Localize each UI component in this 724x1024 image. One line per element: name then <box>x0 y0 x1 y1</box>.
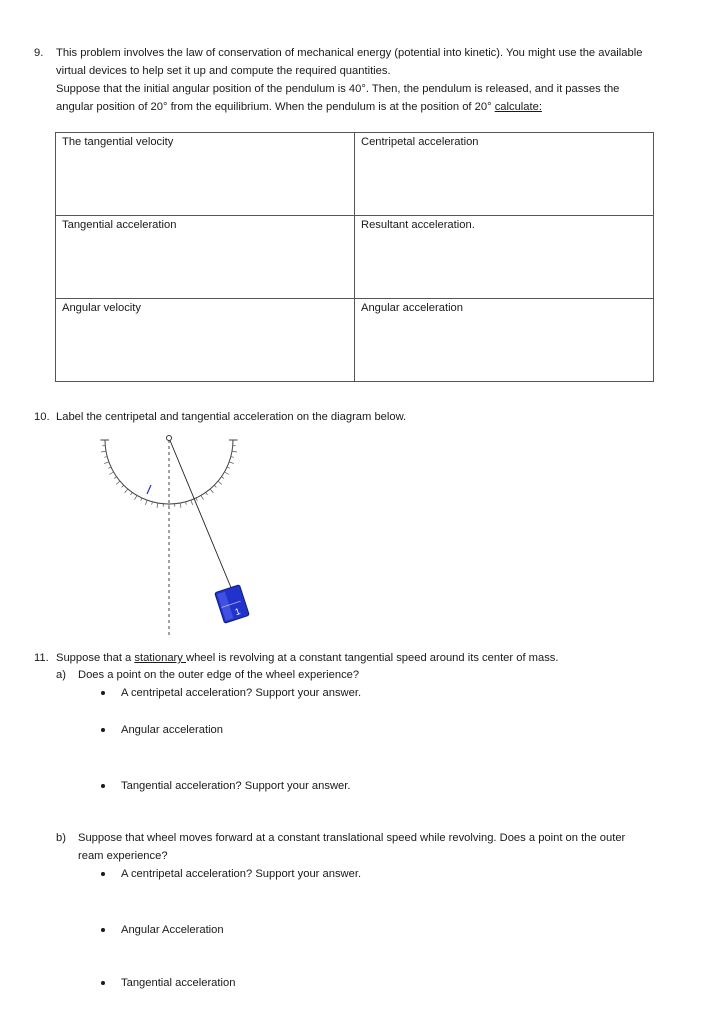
protractor-tick <box>131 492 133 494</box>
protractor-ticks <box>100 440 238 509</box>
pivot <box>167 436 172 441</box>
protractor-tick <box>157 503 158 508</box>
protractor-tick <box>116 481 120 484</box>
protractor-tick <box>224 472 228 475</box>
protractor-tick <box>135 495 138 499</box>
bullet <box>101 691 105 695</box>
protractor-tick <box>125 489 128 493</box>
bullet <box>101 784 105 788</box>
q10-text: Label the centripetal and tangential acceleration on the diagram below. <box>56 411 407 423</box>
cell-resultant-acceleration[interactable]: Resultant acceleration. <box>355 216 654 299</box>
answer-table <box>55 132 654 382</box>
pendulum-string <box>169 438 232 590</box>
q9-number: 9. <box>34 47 44 59</box>
protractor-tick <box>104 462 109 464</box>
protractor-tick <box>214 485 216 487</box>
mass-label: 1 <box>233 606 242 618</box>
bullet <box>101 728 105 732</box>
q11b-item-1: A centripetal acceleration? Support your answer. <box>121 868 362 880</box>
protractor-tick <box>221 477 223 479</box>
pendulum-mass <box>215 585 250 623</box>
q9-line-3: Suppose that the initial angular position of the pendulum is 40°. Then, the pendulum is released, and it passes the <box>56 83 620 95</box>
protractor-tick <box>229 462 234 464</box>
protractor-tick <box>232 451 237 452</box>
cell-angular-velocity[interactable]: Angular velocity <box>56 299 355 382</box>
q11b-item-2: Angular Acceleration <box>121 924 224 936</box>
protractor-tick <box>206 492 208 494</box>
bullet <box>101 872 105 876</box>
q11b-line-1: Suppose that wheel moves forward at a constant translational speed while revolving. Does a point on the outer <box>78 832 626 844</box>
protractor-tick <box>210 489 213 493</box>
protractor-tick <box>218 481 222 484</box>
q11a-label: a) <box>56 669 66 681</box>
protractor-tick <box>114 477 116 479</box>
q9-line-4: angular position of 20° from the equilibrium. When the pendulum is at the position of 20° calculate: <box>56 101 542 113</box>
initial-position-marker <box>147 485 151 494</box>
q11a-item-3: Tangential acceleration? Support your answer. <box>121 780 351 792</box>
cell-tangential-acceleration[interactable]: Tangential acceleration <box>56 216 355 299</box>
pendulum-diagram <box>95 432 255 642</box>
q11-number: 11. <box>34 652 49 664</box>
q11b-label: b) <box>56 832 66 844</box>
q9-line-2: virtual devices to help set it up and compute the required quantities. <box>56 65 391 77</box>
protractor-tick <box>101 451 106 452</box>
cell-tangential-velocity[interactable]: The tangential velocity <box>56 133 355 216</box>
q9-calculate-link: calculate: <box>494 101 542 113</box>
q11b-item-3: Tangential acceleration <box>121 977 236 989</box>
q11-text: Suppose that a stationary wheel is revolving at a constant tangential speed around its center of mass. <box>56 652 559 664</box>
q11-stationary: stationary <box>134 652 186 664</box>
protractor-tick <box>180 503 181 508</box>
protractor-tick <box>145 500 147 505</box>
cell-angular-acceleration[interactable]: Angular acceleration <box>355 299 654 382</box>
q11a-item-2: Angular acceleration <box>121 724 223 736</box>
bullet <box>101 928 105 932</box>
protractor-tick <box>109 472 113 475</box>
q9-line-1: This problem involves the law of conservation of mechanical energy (potential into kinetic). You might use the available <box>56 47 643 59</box>
q11a-item-1: A centripetal acceleration? Support your answer. <box>121 687 362 699</box>
q11a-text: Does a point on the outer edge of the wheel experience? <box>78 669 360 681</box>
bullet <box>101 981 105 985</box>
q10-number: 10. <box>34 411 50 423</box>
protractor-tick <box>191 500 193 505</box>
protractor-tick <box>122 485 124 487</box>
cell-centripetal-acceleration[interactable]: Centripetal acceleration <box>355 133 654 216</box>
protractor-tick <box>201 495 204 499</box>
q11b-line-2: ream experience? <box>78 850 168 862</box>
